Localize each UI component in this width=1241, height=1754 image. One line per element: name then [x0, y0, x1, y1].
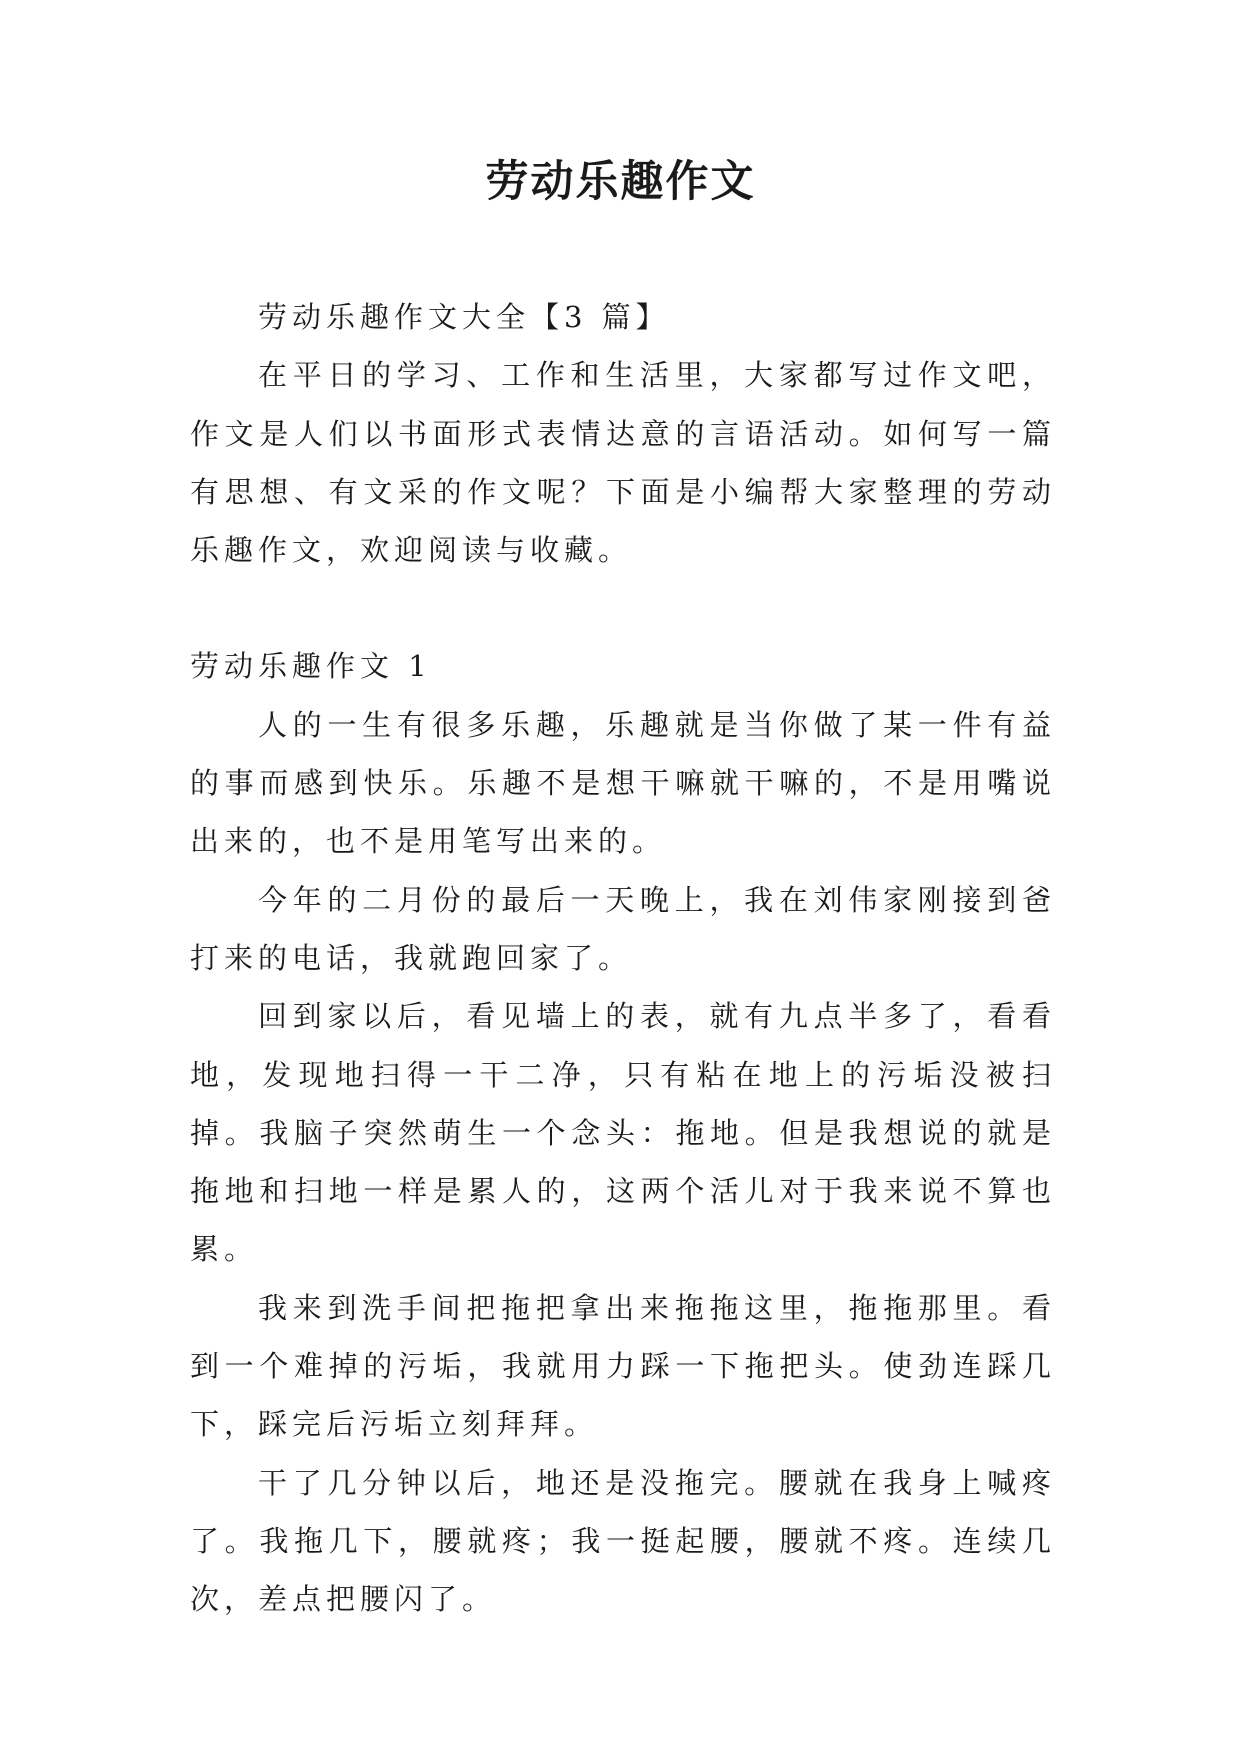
- body-paragraph: 回到家以后，看见墙上的表，就有九点半多了，看看地，发现地扫得一干二净，只有粘在地上的污垢没被扫掉。我脑子突然萌生一个念头：拖地。但是我想说的就是拖地和扫地一样是累人的，这两个活儿对于我来说不算也累。: [190, 999, 1056, 1267]
- section-heading: 劳动乐趣作文 1: [190, 649, 432, 684]
- intro-heading: 劳动乐趣作文大全【3 篇】: [258, 300, 670, 334]
- body-paragraph: 今年的二月份的最后一天晚上，我在刘伟家刚接到爸打来的电话，我就跑回家了。: [190, 882, 1056, 975]
- section-spacer: [190, 579, 1056, 637]
- body-paragraph: 我来到洗手间把拖把拿出来拖拖这里，拖拖那里。看到一个难掉的污垢，我就用力踩一下拖把头。使劲连踩几下，踩完后污垢立刻拜拜。: [190, 1290, 1056, 1442]
- document-title: 劳动乐趣作文: [485, 157, 756, 207]
- intro-paragraph: 在平日的学习、工作和生活里，大家都写过作文吧，作文是人们以书面形式表情达意的言语活动。如何写一篇有思想、有文采的作文呢？下面是小编帮大家整理的劳动乐趣作文，欢迎阅读与收藏。: [190, 358, 1056, 568]
- body-paragraph: 干了几分钟以后，地还是没拖完。腰就在我身上喊疼了。我拖几下，腰就疼；我一挺起腰，腰就不疼。连续几次，差点把腰闪了。: [190, 1465, 1056, 1617]
- body-paragraph: 人的一生有很多乐趣，乐趣就是当你做了某一件有益的事而感到快乐。乐趣不是想干嘛就干嘛的，不是用嘴说出来的，也不是用笔写出来的。: [190, 707, 1056, 859]
- document-body: [190, 288, 1056, 1629]
